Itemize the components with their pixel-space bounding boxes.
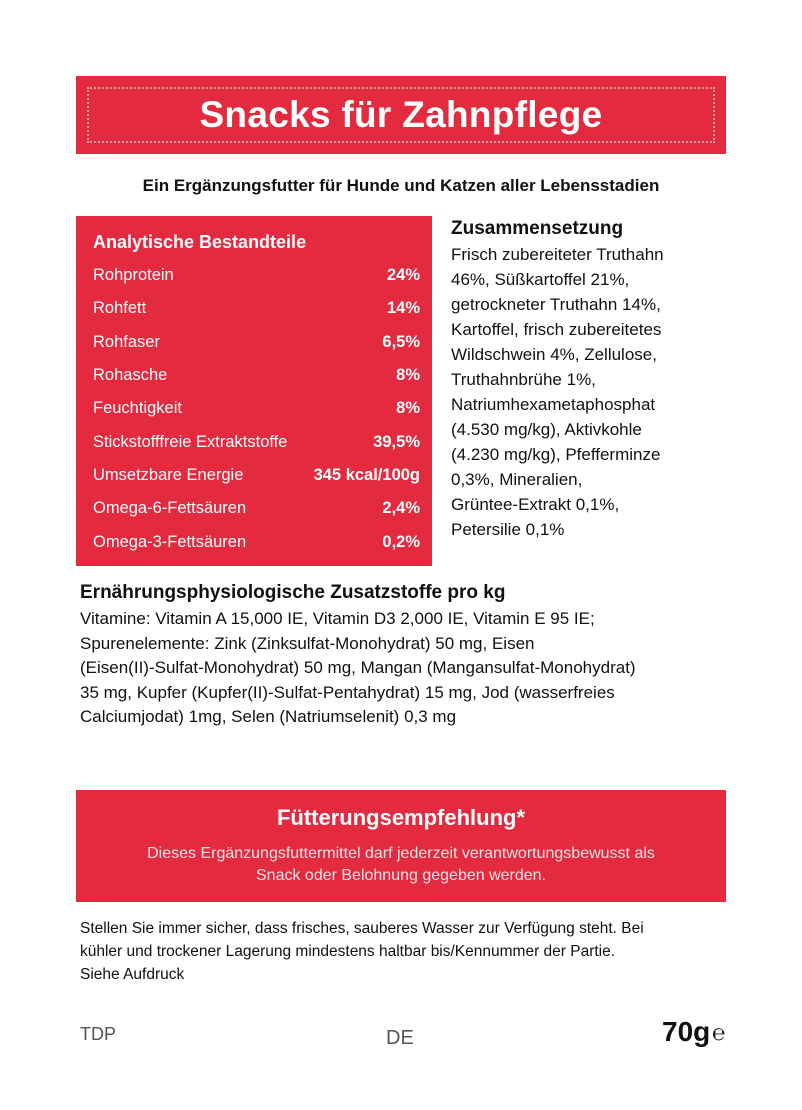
analytical-row — [93, 525, 420, 558]
analytical-row — [93, 259, 420, 292]
analytical-label: Rohasche — [93, 366, 168, 385]
title-banner — [76, 76, 726, 154]
analytical-constituents-box — [76, 216, 432, 566]
additives-heading: Ernährungsphysiologische Zusatzstoffe pro kg — [80, 582, 506, 603]
analytical-label: Rohfaser — [93, 332, 160, 351]
analytical-value: 0,2% — [382, 532, 420, 551]
analytical-value: 6,5% — [382, 332, 420, 351]
analytical-value: 345 kcal/100g — [313, 465, 420, 484]
analytical-label: Feuchtigkeit — [93, 399, 182, 418]
net-weight: 70g — [662, 1016, 711, 1047]
composition-text: Frisch zubereiteter Truthahn 46%, Süßkartoffel 21%, getrockneter Truthahn 14%, Kartoffel, frisch zubereitetes Wildschwein 4%, Zellulose, Truthahnbrühe 1%, Natriumhexametaphosphat (4.530 mg/kg), Aktivkohle (4.230 mg/kg), Pfefferminze 0,3%, Mineralien, Grüntee-Extrakt 0,1%, Petersilie 0,1% — [451, 245, 664, 539]
language-code: DE — [386, 1027, 414, 1049]
analytical-label: Rohprotein — [93, 266, 174, 285]
analytical-value: 8% — [396, 399, 420, 418]
analytical-value: 39,5% — [373, 432, 420, 451]
analytical-row — [93, 425, 420, 458]
analytical-row — [93, 359, 420, 392]
analytical-value: 14% — [386, 299, 420, 318]
feeding-heading: Fütterungsempfehlung* — [276, 805, 526, 830]
footer-code: TDP — [80, 1024, 116, 1044]
analytical-value: 2,4% — [382, 499, 420, 518]
composition-section — [451, 218, 751, 542]
analytical-label: Omega-6-Fettsäuren — [93, 499, 247, 518]
feeding-text: Dieses Ergänzungsfuttermittel darf jederzeit verantwortungsbewusst als Snack oder Belohnung gegeben werden. — [147, 845, 655, 884]
analytical-row — [93, 459, 420, 492]
analytical-row — [93, 326, 420, 359]
analytical-heading: Analytische Bestandteile — [93, 232, 307, 252]
analytical-label: Omega-3-Fettsäuren — [93, 532, 247, 551]
analytical-label: Umsetzbare Energie — [93, 465, 244, 484]
additives-text: Vitamine: Vitamin A 15,000 IE, Vitamin D3 2,000 IE, Vitamin E 95 IE; Spurenelemente: Zink (Zinksulfat-Monohydrat) 50 mg, Eisen (Eisen(II)-Sulfat-Monohydrat) 50 mg, Mangan (Mangansulfat-Monohydrat) 35 mg, Kupfer (Kupfer(II)-Sulfat-Pentahydrat) 15 mg, Jod (wasserfreies Calciumjodat) 1mg, Selen (Natriumselenit) 0,3 mg — [80, 609, 636, 726]
analytical-rows — [93, 259, 420, 559]
additives-section — [80, 582, 740, 730]
storage-note: Stellen Sie immer sicher, dass frisches, sauberes Wasser zur Verfügung steht. Bei kühler und trockener Lagerung mindestens haltbar bis/Kennummer der Partie. Siehe Aufdruck — [80, 920, 644, 983]
feeding-recommendation-box — [76, 790, 726, 902]
analytical-value: 24% — [386, 266, 420, 285]
product-title: Snacks für Zahnpflege — [199, 94, 603, 135]
analytical-row — [93, 292, 420, 325]
analytical-label: Rohfett — [93, 299, 147, 318]
analytical-value: 8% — [396, 366, 420, 385]
analytical-row — [93, 392, 420, 425]
analytical-label: Stickstofffreie Extraktstoffe — [93, 432, 288, 451]
composition-heading: Zusammensetzung — [451, 218, 624, 239]
analytical-row — [93, 492, 420, 525]
estimated-sign-icon: ℮ — [712, 1021, 726, 1046]
title-dotted-frame — [87, 87, 715, 143]
product-subtitle: Ein Ergänzungsfutter für Hunde und Katzen aller Lebensstadien — [142, 176, 660, 195]
